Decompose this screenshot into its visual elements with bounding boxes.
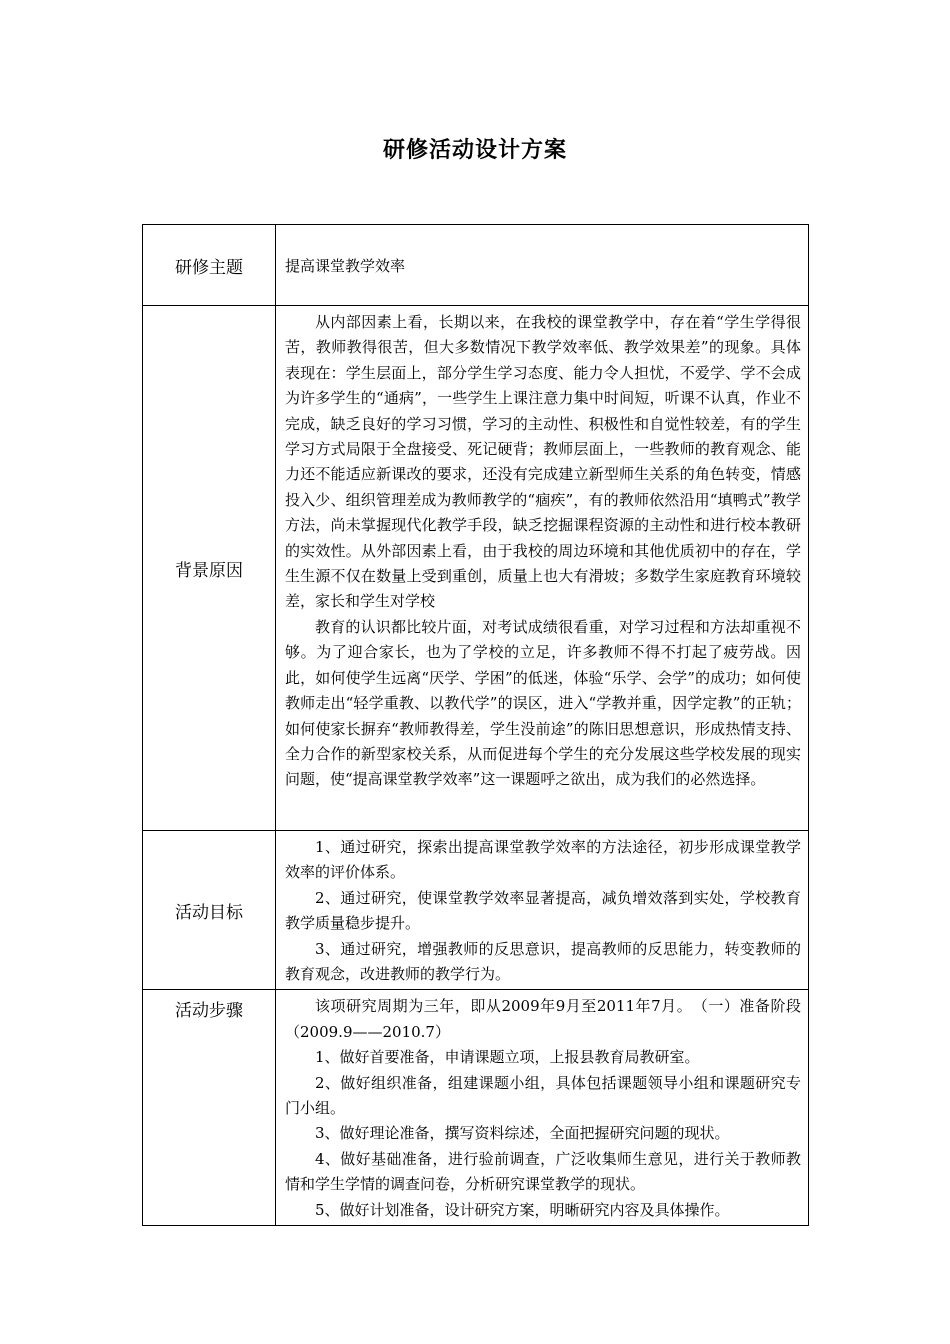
table-row-steps	[143, 990, 809, 1226]
goal-item: 3、通过研究，增强教师的反思意识，提高教师的反思能力，转变教师的教育观念，改进教师的教学行为。	[285, 939, 801, 984]
goals-label: 活动目标	[143, 831, 276, 990]
background-content	[276, 306, 809, 831]
table-row-goals	[143, 831, 809, 990]
step-item: 4、做好基础准备，进行验前调查，广泛收集师生意见，进行关于教师教情和学生学情的调查问卷，分析研究课堂教学的现状。	[285, 1149, 801, 1194]
topic-value: 提高课堂教学效率	[276, 225, 809, 306]
background-label: 背景原因	[143, 306, 276, 831]
goal-item: 1、通过研究，探索出提高课堂教学效率的方法途径，初步形成课堂教学效率的评价体系。	[285, 838, 801, 882]
page-title: 研修活动设计方案	[382, 137, 567, 163]
step-item: 2、做好组织准备，组建课题小组，具体包括课题领导小组和课题研究专门小组。	[285, 1073, 801, 1118]
plan-table	[142, 224, 809, 1226]
background-paragraph: 教育的认识都比较片面，对考试成绩很看重，对学习过程和方法却重视不够。为了迎合家长，也为了学校的立足，许多教师不得不打起了疲劳战。因此，如何使学生远离“厌学、学困”的低迷，体验“乐学、会学”的成功；如何使教师走出“轻学重教、以教代学”的误区，进入“学教并重，因学定教”的正轨；如何使家长摒弃“教师教得差，学生没前途”的陈旧思想意识，形成热情支持、全力合作的新型家校关系，从而促进每个学生的充分发展这些学校发展的现实问题，使“提高课堂教学效率”这一课题呼之欲出，成为我们的必然选择。	[285, 617, 801, 789]
step-item: 1、做好首要准备，申请课题立项，上报县教育局教研室。	[315, 1048, 700, 1067]
step-item: 该项研究周期为三年，即从2009年9月至2011年7月。 （一）准备阶段（2009.9——2010.7）	[285, 997, 801, 1041]
goal-item: 2、通过研究，使课堂教学效率显著提高，减负增效落到实处，学校教育教学质量稳步提升。	[285, 888, 801, 933]
step-item: 3、做好理论准备，撰写资料综述，全面把握研究问题的现状。	[315, 1124, 730, 1143]
steps-label: 活动步骤	[143, 990, 276, 1226]
topic-label: 研修主题	[143, 225, 276, 306]
goals-content	[276, 831, 809, 990]
background-paragraph: 从内部因素上看，长期以来，在我校的课堂教学中，存在着“学生学得很苦，教师教得很苦，但大多数情况下教学效率低、教学效果差”的现象。具体表现在：学生层面上，部分学生学习态度、能力令人担忧，不爱学、学不会成为许多学生的“通病”，一些学生上课注意力集中时间短，听课不认真，作业不完成，缺乏良好的学习习惯，学习的主动性、积极性和自觉性较差，有的学生学习方式局限于全盘接受、死记硬背；教师层面上，一些教师的教育观念、能力还不能适应新课改的要求，还没有完成建立新型师生关系的角色转变，情感投入少、组织管理差成为教师教学的“痼疾”，有的教师依然沿用“填鸭式”教学方法，尚未掌握现代化教学手段，缺乏挖掘课程资源的主动性和进行校本教研的实效性。从外部因素上看，由于我校的周边环境和其他优质初中的存在，学生生源不仅在数量上受到重创，质量上也大有滑坡；多数学生家庭教育环境较差，家长和学生对学校	[285, 313, 801, 611]
step-item: 5、做好计划准备，设计研究方案，明晰研究内容及具体操作。	[315, 1200, 730, 1219]
steps-content	[276, 990, 809, 1226]
table-row-background	[143, 306, 809, 831]
table-row-topic	[143, 225, 809, 306]
